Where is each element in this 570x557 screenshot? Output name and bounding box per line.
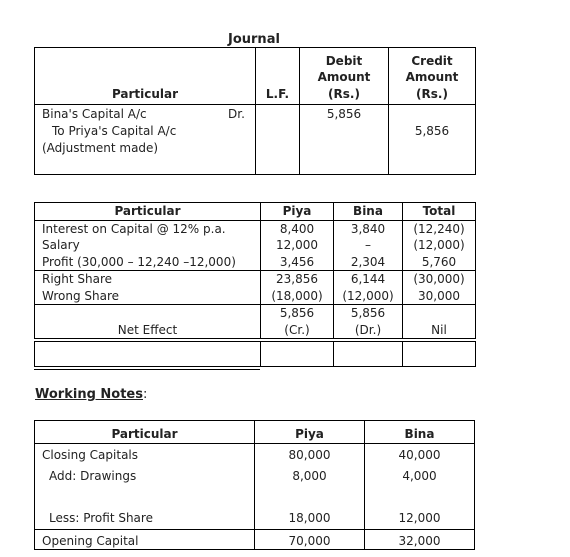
adjustment-row-total: (12,000)	[413, 238, 465, 252]
adjustment-header-piya: Piya	[282, 204, 312, 218]
journal-header-debit-2: Amount	[317, 70, 371, 84]
adjustment-row-piya: 12,000	[276, 238, 318, 252]
adjustment-row-label: Interest on Capital @ 12% p.a.	[42, 222, 226, 236]
adjustment-header-particular: Particular	[114, 204, 181, 218]
wn-row-piya: 80,000	[288, 448, 331, 462]
wn-row-label: Closing Capitals	[42, 448, 139, 462]
adjustment-row-bina: 2,304	[350, 255, 386, 269]
wn-header-piya: Piya	[295, 427, 324, 441]
wn-row-bina: 12,000	[398, 511, 441, 525]
adjustment-header-bina: Bina	[353, 204, 383, 218]
adjustment-row-bina: 6,144	[350, 272, 386, 286]
journal-entry-debit-account: Bina's Capital A/c	[42, 107, 147, 121]
working-notes-title: Working Notes	[35, 387, 143, 402]
journal-entry-dr: Dr.	[228, 107, 245, 121]
wn-header-bina: Bina	[404, 427, 435, 441]
journal-header-credit-1: Credit	[411, 54, 453, 68]
adjustment-row-piya: 8,400	[279, 222, 315, 236]
journal-header-particular: Particular	[111, 87, 179, 101]
journal-header-lf: L.F.	[265, 87, 290, 101]
adjustment-row-piya: (18,000)	[271, 289, 323, 303]
wn-row-label: Less: Profit Share	[49, 511, 153, 525]
wn-row-label: Opening Capital	[42, 534, 139, 548]
working-notes-colon: :	[143, 387, 148, 402]
adjustment-row-label: Wrong Share	[42, 289, 120, 303]
net-effect-piya-note: (Cr.)	[284, 323, 310, 337]
wn-row-piya: 8,000	[292, 469, 327, 483]
journal-header-credit-2: Amount	[405, 70, 459, 84]
adjustment-row-total: (12,240)	[413, 222, 465, 236]
adjustment-row-label: Salary	[42, 238, 80, 252]
adjustment-row-bina: (12,000)	[342, 289, 394, 303]
adjustment-row-piya: 3,456	[279, 255, 315, 269]
journal-header-credit-3: (Rs.)	[416, 87, 448, 101]
wn-header-particular: Particular	[111, 427, 178, 441]
adjustment-row-total: (30,000)	[413, 272, 465, 286]
working-notes-heading	[35, 387, 147, 403]
journal-entry-credit-account: To Priya's Capital A/c	[52, 124, 177, 138]
wn-row-piya: 70,000	[288, 534, 331, 548]
wn-row-piya: 18,000	[288, 511, 331, 525]
adjustment-row-bina: –	[365, 238, 371, 252]
journal-entry-debit-amount: 5,856	[326, 107, 362, 121]
wn-row-bina: 32,000	[398, 534, 441, 548]
adjustment-row-label: Profit (30,000 – 12,240 –12,000)	[42, 255, 236, 269]
wn-row-bina: 40,000	[398, 448, 441, 462]
adjustment-header-total: Total	[422, 204, 456, 218]
net-effect-total: Nil	[431, 323, 447, 337]
wn-row-label: Add: Drawings	[49, 469, 137, 483]
net-effect-bina-note: (Dr.)	[354, 323, 382, 337]
adjustment-row-bina: 3,840	[350, 222, 386, 236]
journal-entry-narration: (Adjustment made)	[42, 141, 159, 155]
journal-title: Journal	[228, 32, 280, 47]
adjustment-row-piya: 23,856	[276, 272, 318, 286]
adjustment-row-total: 30,000	[418, 289, 460, 303]
journal-header-debit-3: (Rs.)	[328, 87, 360, 101]
net-effect-bina: 5,856	[350, 306, 386, 320]
journal-entry-credit-amount: 5,856	[414, 124, 450, 138]
wn-row-bina: 4,000	[402, 469, 437, 483]
net-effect-label: Net Effect	[117, 323, 178, 337]
net-effect-piya: 5,856	[279, 306, 315, 320]
journal-header-debit-1: Debit	[325, 54, 363, 68]
adjustment-row-label: Right Share	[42, 272, 113, 286]
adjustment-row-total: 5,760	[421, 255, 457, 269]
